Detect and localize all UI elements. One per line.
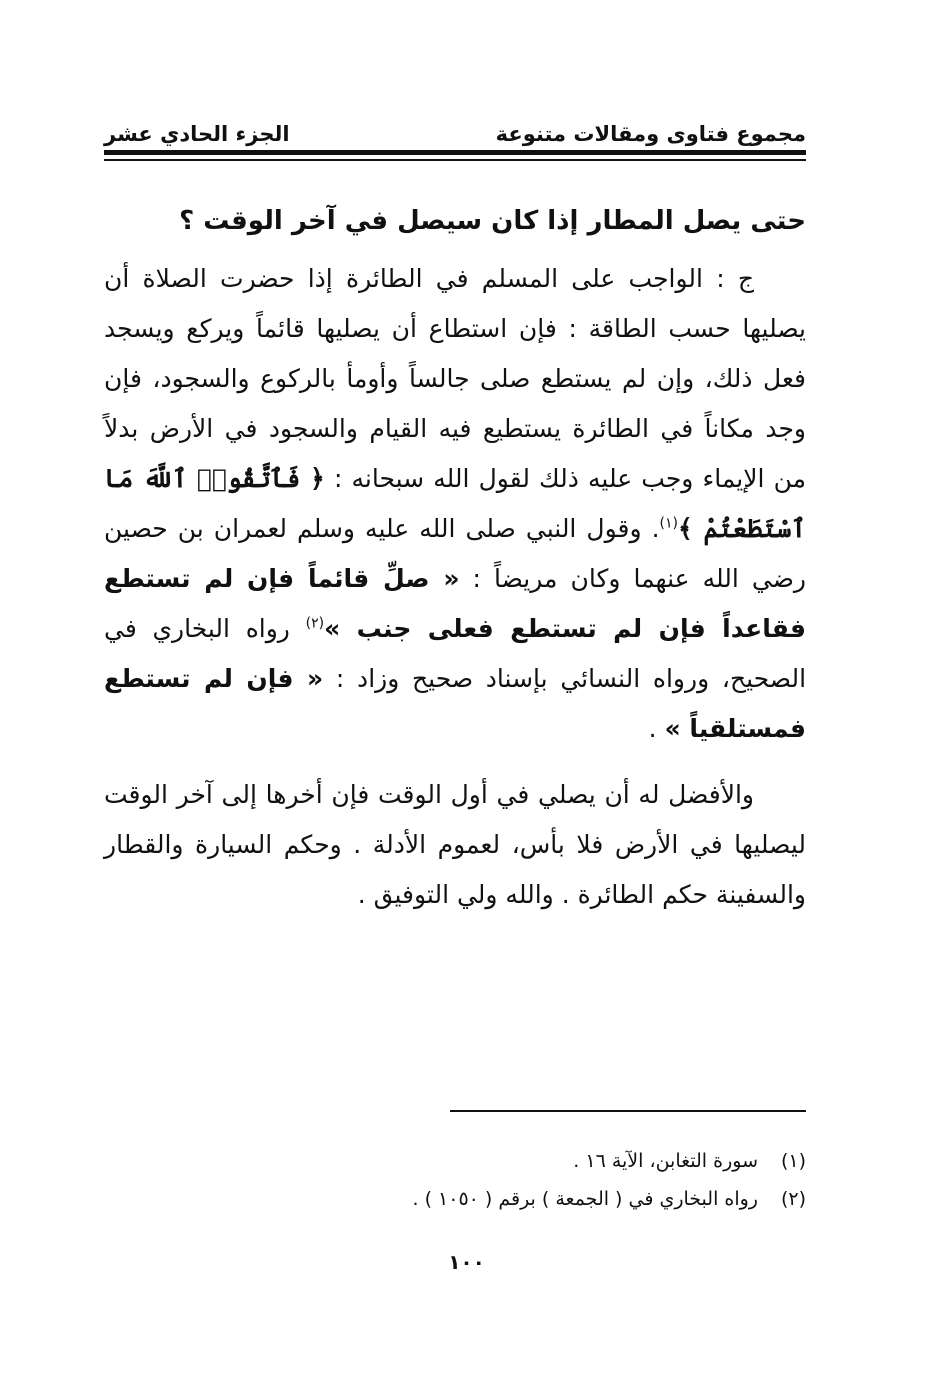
footnotes [104,1142,806,1218]
footnote-2 [104,1180,806,1218]
footnote-ref-1: (١) [659,515,678,532]
answer-text-2: . وقول النبي صلى الله عليه وسلم لعمران بن حصين رضي الله عنهما وكان مريضاً : [104,514,807,593]
question-text: حتى يصل المطار إذا كان سيصل في آخر الوقت ؟ [179,206,806,236]
volume-label: الجزء الحادي عشر [104,122,290,146]
footnote-ref-2: (٢) [305,615,325,632]
hadith-quote-2: « فإن لم تستطع فمستلقياً » [104,664,806,743]
answer-paragraph [104,254,806,754]
footnote-text: سورة التغابن، الآية ١٦ . [573,1150,758,1172]
footnote-number: (١) [780,1150,806,1172]
footnote-1 [104,1142,806,1180]
footnote-number: (٢) [780,1188,806,1210]
book-title: مجموع فتاوى ومقالات متنوعة [495,122,806,146]
main-text [104,196,806,920]
answer-text-3: رواه البخاري في الصحيح، ورواه النسائي بإسناد صحيح وزاد : [104,614,807,693]
running-header [104,112,806,146]
header-double-rule [104,150,806,162]
page-number: ١٠٠ [448,1250,485,1274]
header-rule-thick [104,150,806,155]
header-rule-thin [104,159,806,161]
footnote-separator [450,1110,806,1112]
quran-verse: ﴿ فَٱتَّقُوا۟ ٱللَّهَ مَا ٱسْتَطَعْتُمْ ﴾ [104,464,806,543]
footnote-text: رواه البخاري في ( الجمعة ) برقم ( ١٠٥٠ ) . [412,1188,758,1210]
closing-paragraph: والأفضل له أن يصلي في أول الوقت فإن أخرها إلى آخر الوقت ليصليها في الأرض فلا بأس، لعموم الأدلة . وحكم السيارة والقطار والسفينة حكم الطائرة . والله ولي التوفيق . [104,780,806,909]
hadith-quote-1: « صلِّ قائماً فإن لم تستطع فقاعداً فإن لم تستطع فعلى جنب » [104,564,806,643]
answer-text-end: . [648,714,657,743]
answer-text-1: ج : الواجب على المسلم في الطائرة إذا حضرت الصلاة أن يصليها حسب الطاقة : فإن استطاع أن يصليها قائماً ويركع ويسجد فعل ذلك، وإن لم يستطع صلى جالساً وأومأ بالركوع والسجود، فإن وجد مكاناً في الطائرة يستطيع فيه القيام والسجود في الأرض بدلاً من الإيماء وجب عليه ذلك لقول الله سبحانه : [104,264,807,493]
